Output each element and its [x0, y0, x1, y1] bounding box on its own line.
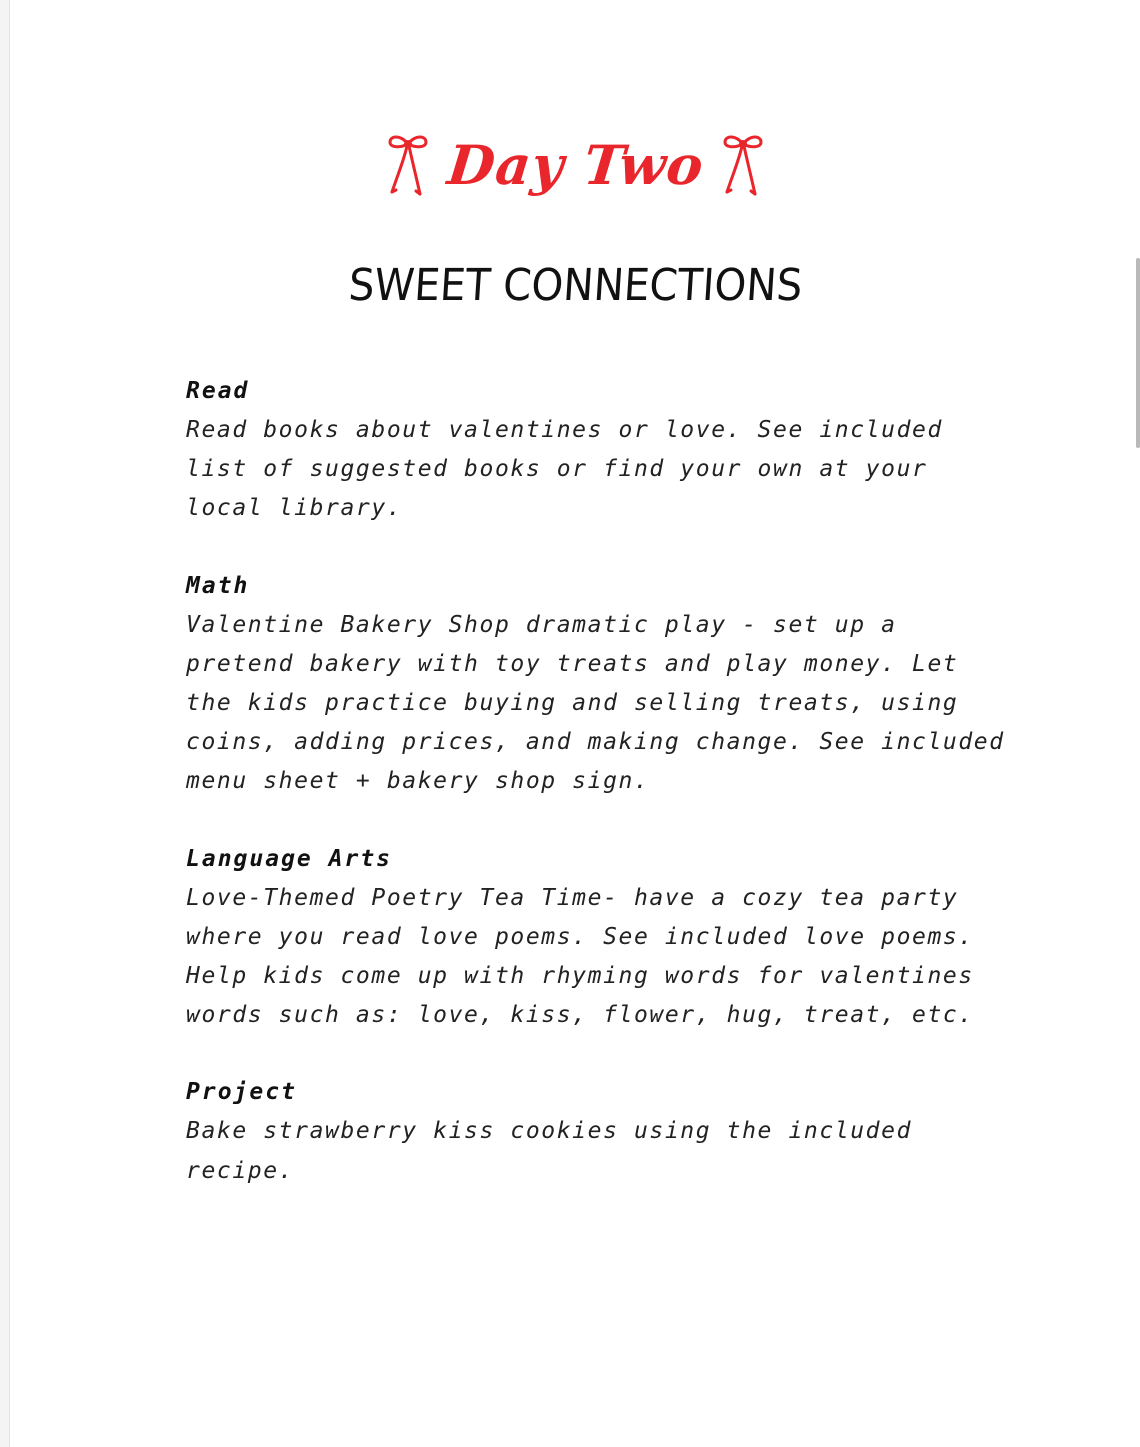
ribbon-bow-icon — [386, 130, 430, 200]
section-body: Valentine Bakery Shop dramatic play - set up a pretend bakery with toy treats and play money. Let the kids practice buying and selling treats, using coins, adding prices, and making change. See included menu sheet + bakery shop sign. — [186, 611, 1005, 795]
section-language-arts — [186, 840, 1006, 1036]
section-project — [186, 1073, 1006, 1190]
activity-list — [186, 372, 1006, 1229]
day-title: Day Two — [444, 133, 707, 197]
section-heading: Read — [186, 378, 250, 404]
day-header — [10, 120, 1140, 210]
page-title: SWEET CONNECTIONS — [347, 260, 804, 311]
section-body: Bake strawberry kiss cookies using the included recipe. — [186, 1118, 913, 1184]
scrollbar-thumb[interactable] — [1136, 258, 1140, 448]
section-heading: Math — [186, 572, 250, 599]
section-read — [186, 372, 1006, 529]
ribbon-bow-icon — [721, 130, 765, 200]
document-page — [9, 0, 1140, 1447]
section-body: Read books about valentines or love. See included list of suggested books or find your own at your local library. — [186, 417, 943, 522]
section-math — [186, 567, 1006, 802]
section-body: Love-Themed Poetry Tea Time- have a cozy tea party where you read love poems. See included love poems. Help kids come up with rhyming words for valentines words such as: love, kiss, flower, hug, treat, etc. — [186, 884, 974, 1029]
section-heading: Project — [186, 1079, 297, 1106]
section-heading: Language Arts — [186, 845, 393, 872]
